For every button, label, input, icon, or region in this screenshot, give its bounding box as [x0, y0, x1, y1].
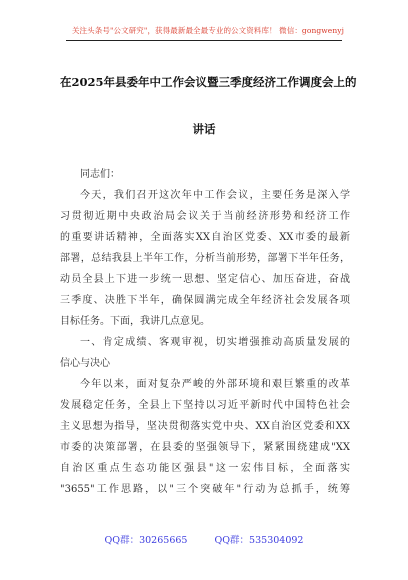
paragraph-line: 三季度、决胜下半年，确保圆满完成全年经济社会发展各项: [60, 295, 350, 306]
paragraph-line: 的重要讲话精神，全面落实XX自治区党委、XX市委的最新: [60, 232, 350, 243]
paragraph-line: 主义思想为指导，坚决贯彻落实党中央、XX自治区党委和XX: [60, 421, 350, 432]
paragraph-line: 目标任务。下面，我讲几点意见。: [60, 316, 210, 327]
paragraph-line: 发展稳定任务，全县上下坚持以习近平新时代中国特色社会: [60, 400, 350, 411]
footer-qq-group-1: QQ群：30265665: [104, 535, 188, 546]
paragraph-line: 今天，我们召开这次年中工作会议，主要任务是深入学: [80, 190, 350, 201]
header-banner-text: 关注头条号"公文研究"，获得最新最全最专业的公文资料库！ 微信：gongwenyj: [71, 26, 345, 35]
footer: [0, 532, 408, 546]
paragraph-line: "3655"工作思路，以"三个突破年"行动为总抓手，统筹: [60, 484, 350, 495]
paragraph-line: 今年以来，面对复杂严峻的外部环境和艰巨繁重的改革: [80, 379, 350, 390]
document-body: [60, 164, 350, 500]
document-title-line2: 讲话: [192, 122, 216, 136]
header-divider: [66, 40, 342, 41]
footer-qq-group-2: QQ群：535304092: [214, 535, 304, 546]
header-banner: [0, 0, 408, 44]
document-title: 在2025年县委年中工作会议暨三季度经济工作调度会上的: [60, 75, 357, 89]
section-heading: 信心与决心: [60, 358, 110, 369]
paragraph-line: 市委的决策部署，在县委的坚强领导下，紧紧围绕建成"XX: [60, 442, 350, 453]
paragraph-line: 习贯彻近期中央政治局会议关于当前经济形势和经济工作: [60, 211, 350, 222]
salutation: 同志们：: [80, 169, 120, 180]
paragraph-line: 自治区重点生态功能区强县"这一宏伟目标，全面落实: [60, 463, 350, 474]
section-heading: 一、肯定成绩、客观审视，切实增强推动高质量发展的: [80, 337, 350, 348]
paragraph-line: 动员全县上下进一步统一思想、坚定信心、加压奋进，奋战: [60, 274, 350, 285]
paragraph-line: 部署，总结我县上半年工作，分析当前形势，部署下半年任务，: [60, 253, 350, 264]
